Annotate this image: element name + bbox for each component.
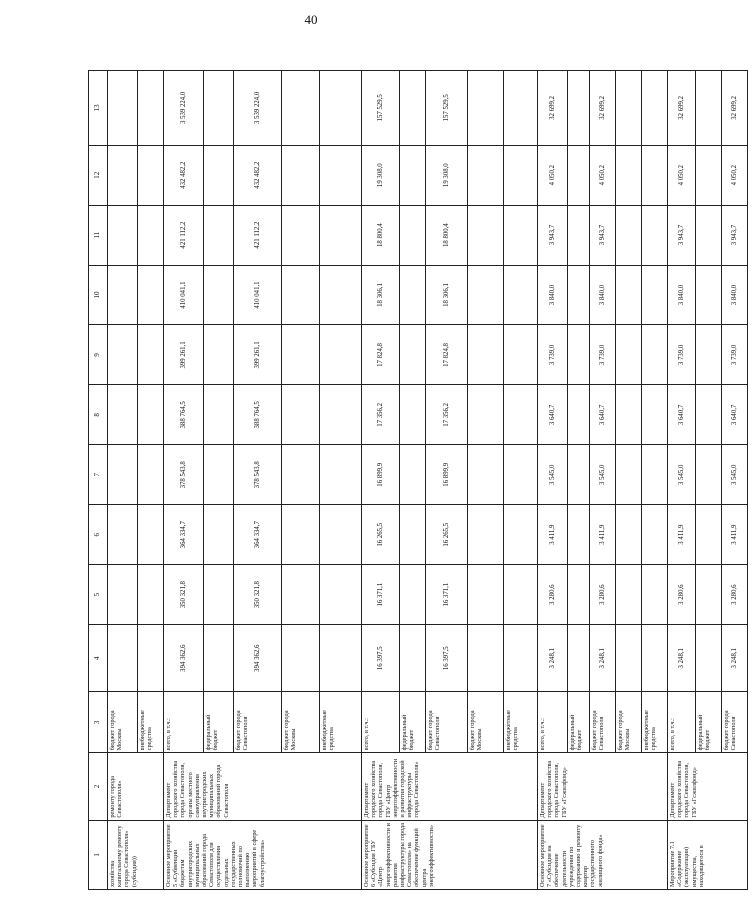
year-value-cell	[696, 205, 722, 265]
year-value-cell: 378 543,8	[164, 445, 204, 505]
year-value-cell	[138, 445, 164, 505]
year-value-cell: 18 306,1	[362, 265, 400, 325]
year-value-cell	[320, 205, 362, 265]
year-value-cell	[204, 205, 234, 265]
year-value-cell	[204, 265, 234, 325]
year-value-cell	[696, 625, 722, 692]
year-value-cell	[468, 325, 504, 385]
header-cell: 1	[89, 820, 108, 889]
rotated-table-container	[88, 70, 738, 890]
year-value-cell	[468, 445, 504, 505]
year-value-cell: 16 265,5	[426, 505, 468, 565]
responsible-executor: Департамент городского хозяйства города Севастополя, ГБУ «Гсжилфонд»	[538, 753, 668, 820]
responsible-executor: ремонту города Севастополя»	[108, 753, 164, 820]
year-value-cell: 3 640,7	[538, 385, 568, 445]
year-value-cell: 410 041,1	[164, 265, 204, 325]
year-value-cell: 3 840,0	[722, 265, 748, 325]
year-value-cell	[568, 625, 590, 692]
total-value-cell: 32 699,2	[722, 71, 748, 146]
year-value-cell	[320, 625, 362, 692]
year-value-cell: 364 334,7	[164, 505, 204, 565]
year-value-cell	[320, 385, 362, 445]
year-value-cell: 3 248,1	[538, 625, 568, 692]
header-cell: 4	[89, 625, 108, 692]
total-value-cell	[504, 71, 538, 146]
year-value-cell	[616, 565, 642, 625]
year-value-cell	[568, 445, 590, 505]
year-value-cell: 388 764,5	[164, 385, 204, 445]
responsible-executor: Департамент городского хозяйства города Севастополя, ГБУ «Центр энергоэффективности и развития городской инфраструктуры города Севастополя»	[362, 753, 538, 820]
year-value-cell	[696, 505, 722, 565]
funding-source: бюджет города Москвы	[108, 692, 138, 753]
measure-description: Мероприятие 7.1 «Содержание (эксплуатация) имущества, находящегося в	[668, 820, 748, 889]
year-value-cell	[696, 385, 722, 445]
year-value-cell: 3 411,9	[590, 505, 616, 565]
year-value-cell	[568, 205, 590, 265]
total-value-cell	[204, 71, 234, 146]
funding-source: всего, в т.ч.:	[164, 692, 204, 753]
year-value-cell	[138, 205, 164, 265]
year-value-cell	[400, 205, 426, 265]
year-value-cell: 432 482,2	[164, 145, 204, 205]
year-value-cell	[468, 505, 504, 565]
year-value-cell	[616, 265, 642, 325]
year-value-cell: 16 899,9	[426, 445, 468, 505]
year-value-cell: 16 397,5	[362, 625, 400, 692]
year-value-cell: 378 543,8	[234, 445, 282, 505]
total-value-cell	[468, 71, 504, 146]
year-value-cell: 3 840,0	[538, 265, 568, 325]
total-value-cell	[568, 71, 590, 146]
year-value-cell	[616, 385, 642, 445]
year-value-cell: 388 764,5	[234, 385, 282, 445]
year-value-cell	[282, 445, 320, 505]
year-value-cell	[642, 445, 668, 505]
year-value-cell	[696, 565, 722, 625]
funding-source: бюджет города Москвы	[468, 692, 504, 753]
year-value-cell: 3 248,1	[590, 625, 616, 692]
year-value-cell	[468, 205, 504, 265]
total-value-cell	[108, 71, 138, 146]
year-value-cell	[568, 325, 590, 385]
year-value-cell	[616, 325, 642, 385]
year-value-cell	[696, 445, 722, 505]
year-value-cell: 432 482,2	[234, 145, 282, 205]
year-value-cell	[138, 145, 164, 205]
year-value-cell: 3 640,7	[668, 385, 696, 445]
year-value-cell: 4 050,2	[668, 145, 696, 205]
year-value-cell	[504, 265, 538, 325]
year-value-cell	[108, 325, 138, 385]
year-value-cell	[504, 625, 538, 692]
year-value-cell	[696, 325, 722, 385]
funding-source: всего, в т.ч.:	[668, 692, 696, 753]
year-value-cell: 410 041,1	[234, 265, 282, 325]
year-value-cell	[400, 445, 426, 505]
total-value-cell	[320, 71, 362, 146]
funding-source: федеральный бюджет	[696, 692, 722, 753]
funding-source: всего, в т.ч.:	[538, 692, 568, 753]
year-value-cell	[504, 565, 538, 625]
total-value-cell: 157 529,5	[426, 71, 468, 146]
year-value-cell: 3 411,9	[668, 505, 696, 565]
table-row	[164, 71, 204, 890]
year-value-cell: 16 265,5	[362, 505, 400, 565]
year-value-cell: 3 739,0	[722, 325, 748, 385]
total-value-cell	[138, 71, 164, 146]
year-value-cell: 19 308,0	[362, 145, 400, 205]
year-value-cell	[616, 205, 642, 265]
year-value-cell	[282, 385, 320, 445]
measure-description: Основное мероприятие 7 «Субсидия на обеспечение деятельности учреждения по содержанию и ремонту квартир государственного жилищного фонда»	[538, 820, 668, 889]
year-value-cell	[568, 145, 590, 205]
header-cell: 13	[89, 71, 108, 146]
measure-description: хозяйства капитальному ремонту города Севастополя» (субсидия))	[108, 820, 164, 889]
year-value-cell	[204, 505, 234, 565]
responsible-executor: Департамент городского хозяйства города Севастополя, ГБУ «Гсжилфонд»	[668, 753, 748, 820]
year-value-cell: 364 334,7	[234, 505, 282, 565]
year-value-cell	[642, 565, 668, 625]
year-value-cell	[642, 505, 668, 565]
year-value-cell	[642, 205, 668, 265]
year-value-cell	[568, 265, 590, 325]
year-value-cell	[320, 325, 362, 385]
table-row	[538, 71, 568, 890]
year-value-cell	[108, 625, 138, 692]
year-value-cell	[282, 565, 320, 625]
year-value-cell: 3 840,0	[668, 265, 696, 325]
year-value-cell: 3 840,0	[590, 265, 616, 325]
year-value-cell	[138, 505, 164, 565]
total-value-cell: 32 699,2	[668, 71, 696, 146]
measure-description: Основное мероприятие 5 «Субвенции бюджетам внутригородских муниципальных образований города Севастополя для осуществления отдельных государственных полномочий по выполнению мероприятий в сфере благоустройства»	[164, 820, 362, 889]
year-value-cell: 18 800,4	[426, 205, 468, 265]
table-row	[108, 71, 138, 890]
year-value-cell	[204, 325, 234, 385]
year-value-cell: 3 943,7	[538, 205, 568, 265]
year-value-cell	[504, 145, 538, 205]
header-cell: 6	[89, 505, 108, 565]
year-value-cell	[320, 445, 362, 505]
year-value-cell	[108, 385, 138, 445]
year-value-cell	[468, 385, 504, 445]
funding-source: бюджет города Севастополя	[722, 692, 748, 753]
funding-source: внебюджетные средства	[642, 692, 668, 753]
funding-source: бюджет города Москвы	[616, 692, 642, 753]
year-value-cell	[282, 205, 320, 265]
budget-table	[88, 70, 748, 890]
year-value-cell: 3 943,7	[668, 205, 696, 265]
header-cell: 2	[89, 753, 108, 820]
total-value-cell: 3 539 224,0	[164, 71, 204, 146]
year-value-cell	[468, 265, 504, 325]
header-cell: 8	[89, 385, 108, 445]
year-value-cell	[642, 625, 668, 692]
total-value-cell: 32 699,2	[590, 71, 616, 146]
year-value-cell	[568, 505, 590, 565]
year-value-cell	[504, 445, 538, 505]
year-value-cell: 3 545,0	[590, 445, 616, 505]
funding-source: федеральный бюджет	[568, 692, 590, 753]
year-value-cell: 19 308,0	[426, 145, 468, 205]
year-value-cell	[400, 625, 426, 692]
year-value-cell: 16 899,9	[362, 445, 400, 505]
year-value-cell	[616, 625, 642, 692]
year-value-cell: 3 280,6	[668, 565, 696, 625]
year-value-cell: 3 280,6	[538, 565, 568, 625]
year-value-cell	[400, 265, 426, 325]
funding-source: бюджет города Севастополя	[426, 692, 468, 753]
year-value-cell	[616, 445, 642, 505]
funding-source: бюджет города Севастополя	[590, 692, 616, 753]
year-value-cell: 17 824,8	[362, 325, 400, 385]
year-value-cell	[504, 205, 538, 265]
year-value-cell: 3 739,0	[590, 325, 616, 385]
year-value-cell	[282, 505, 320, 565]
year-value-cell	[320, 505, 362, 565]
year-value-cell	[642, 145, 668, 205]
year-value-cell	[108, 205, 138, 265]
year-value-cell: 17 356,2	[426, 385, 468, 445]
table-body	[89, 71, 748, 890]
year-value-cell	[400, 325, 426, 385]
total-value-cell	[282, 71, 320, 146]
year-value-cell	[204, 445, 234, 505]
year-value-cell	[138, 625, 164, 692]
total-value-cell: 32 699,2	[538, 71, 568, 146]
year-value-cell: 3 640,7	[590, 385, 616, 445]
year-value-cell	[468, 565, 504, 625]
year-value-cell: 3 545,0	[668, 445, 696, 505]
total-value-cell	[642, 71, 668, 146]
year-value-cell	[568, 565, 590, 625]
total-value-cell: 3 539 224,0	[234, 71, 282, 146]
year-value-cell	[320, 145, 362, 205]
year-value-cell	[642, 385, 668, 445]
funding-source: федеральный бюджет	[204, 692, 234, 753]
total-value-cell: 157 529,5	[362, 71, 400, 146]
year-value-cell	[568, 385, 590, 445]
year-value-cell: 3 943,7	[590, 205, 616, 265]
year-value-cell: 394 362,6	[234, 625, 282, 692]
year-value-cell	[400, 145, 426, 205]
year-value-cell: 3 545,0	[538, 445, 568, 505]
header-cell: 3	[89, 692, 108, 753]
year-value-cell: 3 248,1	[722, 625, 748, 692]
total-value-cell	[400, 71, 426, 146]
year-value-cell	[468, 625, 504, 692]
year-value-cell: 4 050,2	[590, 145, 616, 205]
year-value-cell	[400, 505, 426, 565]
year-value-cell	[504, 385, 538, 445]
year-value-cell: 4 050,2	[538, 145, 568, 205]
year-value-cell: 3 248,1	[668, 625, 696, 692]
year-value-cell: 16 397,5	[426, 625, 468, 692]
header-row	[89, 71, 108, 890]
year-value-cell: 350 321,8	[164, 565, 204, 625]
year-value-cell	[204, 385, 234, 445]
year-value-cell: 16 371,1	[426, 565, 468, 625]
header-cell: 5	[89, 565, 108, 625]
header-cell: 9	[89, 325, 108, 385]
header-cell: 12	[89, 145, 108, 205]
year-value-cell: 3 280,6	[590, 565, 616, 625]
year-value-cell: 399 261,1	[234, 325, 282, 385]
funding-source: бюджет города Москвы	[282, 692, 320, 753]
year-value-cell: 3 411,9	[538, 505, 568, 565]
year-value-cell: 16 371,1	[362, 565, 400, 625]
year-value-cell	[108, 265, 138, 325]
year-value-cell	[696, 265, 722, 325]
year-value-cell	[108, 565, 138, 625]
year-value-cell	[204, 145, 234, 205]
year-value-cell	[108, 505, 138, 565]
table-row	[668, 71, 696, 890]
year-value-cell: 3 411,9	[722, 505, 748, 565]
responsible-executor: Департамент городского хозяйства города Севастополя, органы местного самоуправления внутригородских муниципальных образований города Севастополя	[164, 753, 362, 820]
year-value-cell	[138, 385, 164, 445]
year-value-cell	[282, 325, 320, 385]
year-value-cell	[282, 145, 320, 205]
year-value-cell	[504, 505, 538, 565]
year-value-cell: 3 545,0	[722, 445, 748, 505]
year-value-cell	[468, 145, 504, 205]
year-value-cell	[504, 325, 538, 385]
funding-source: бюджет города Севастополя	[234, 692, 282, 753]
year-value-cell	[204, 565, 234, 625]
year-value-cell: 18 306,1	[426, 265, 468, 325]
year-value-cell: 421 112,2	[234, 205, 282, 265]
header-cell: 7	[89, 445, 108, 505]
year-value-cell	[282, 265, 320, 325]
year-value-cell: 3 280,6	[722, 565, 748, 625]
year-value-cell	[138, 325, 164, 385]
year-value-cell: 18 800,4	[362, 205, 400, 265]
year-value-cell	[400, 385, 426, 445]
header-cell: 10	[89, 265, 108, 325]
year-value-cell	[642, 325, 668, 385]
year-value-cell: 3 943,7	[722, 205, 748, 265]
year-value-cell: 350 321,8	[234, 565, 282, 625]
total-value-cell	[696, 71, 722, 146]
year-value-cell	[642, 265, 668, 325]
table-row	[362, 71, 400, 890]
year-value-cell: 3 640,7	[722, 385, 748, 445]
year-value-cell: 17 824,8	[426, 325, 468, 385]
measure-description: Основное мероприятие 6 «Субсидия ГБУ «Центр энергоэффективности и развития инфраструктуры города Севастополя» на обеспечение функций центра энергоэффективности»	[362, 820, 538, 889]
year-value-cell: 4 050,2	[722, 145, 748, 205]
year-value-cell: 399 261,1	[164, 325, 204, 385]
year-value-cell: 3 739,0	[668, 325, 696, 385]
year-value-cell	[616, 145, 642, 205]
year-value-cell	[138, 265, 164, 325]
year-value-cell	[400, 565, 426, 625]
funding-source: внебюджетные средства	[504, 692, 538, 753]
header-cell: 11	[89, 205, 108, 265]
year-value-cell	[138, 565, 164, 625]
year-value-cell	[320, 565, 362, 625]
year-value-cell: 394 362,6	[164, 625, 204, 692]
year-value-cell	[108, 145, 138, 205]
year-value-cell	[616, 505, 642, 565]
funding-source: всего, в т.ч.:	[362, 692, 400, 753]
year-value-cell: 3 739,0	[538, 325, 568, 385]
total-value-cell	[616, 71, 642, 146]
page-number: 40	[304, 12, 318, 27]
year-value-cell: 17 356,2	[362, 385, 400, 445]
year-value-cell: 421 112,2	[164, 205, 204, 265]
funding-source: внебюджетные средства	[320, 692, 362, 753]
funding-source: внебюджетные средства	[138, 692, 164, 753]
funding-source: федеральный бюджет	[400, 692, 426, 753]
year-value-cell	[282, 625, 320, 692]
year-value-cell	[696, 145, 722, 205]
year-value-cell	[204, 625, 234, 692]
year-value-cell	[320, 265, 362, 325]
year-value-cell	[108, 445, 138, 505]
